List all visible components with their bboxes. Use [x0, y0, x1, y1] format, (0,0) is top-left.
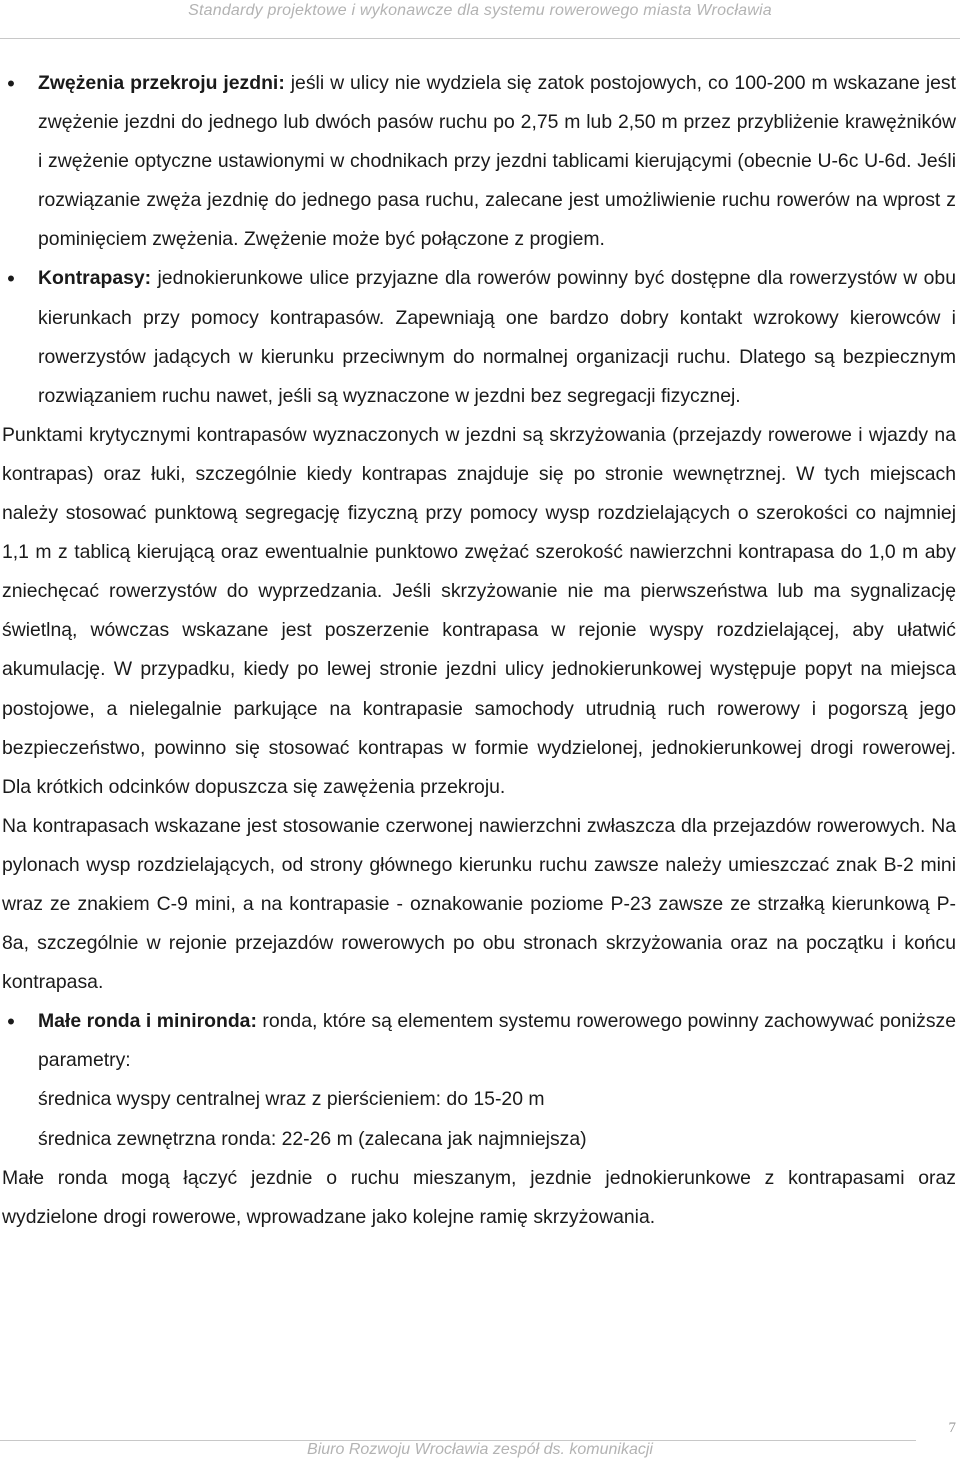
ronda-param-wyspa: średnica wyspy centralnej wraz z pierścieniem: do 15-20 m — [38, 1088, 545, 1111]
paragraph-punkty-krytyczne: Punktami krytycznymi kontrapasów wyznaczonych w jezdni są skrzyżowania (przejazdy rowerowe i wjazdy na kontrapas) oraz łuki, szczególnie kiedy kontrapas znajduje się po stronie wewnętrznej. W tych miejscach należy stosować punktową segregację fizyczną przy pomocy wysp rozdzielających o szerokości co najmniej 1,1 m z tablicą kierującą oraz ewentualnie punktowo zwężać szerokość nawierzchni kontrapasa do 1,0 m aby zniechęcać rowerzystów do wyprzedzania. Jeśli skrzyżowanie nie ma pierwszeństwa lub ma sygnalizację świetlną, wówczas wskazane jest poszerzenie kontrapasa w rejonie wyspy rozdzielającej, aby ułatwić akumulację. W przypadku, kiedy po lewej stronie jezdni ulicy jednokierunkowej występuje popyt na miejsca postojowe, a nielegalnie parkujące na kontrapasie samochody utrudnią ruch rowerowy i pogorszą jego bezpieczeństwo, powinno się stosować kontrapas w formie wydzielonej, jednokierunkowej drogi rowerowej. Dla krótkich odcinków dopuszcza się zawężenia przekroju. — [2, 423, 956, 798]
paragraph-nawierzchnia: Na kontrapasach wskazane jest stosowanie czerwonej nawierzchni zwłaszcza dla przejazdów rowerowych. Na pylonach wysp rozdzielających, od strony głównego kierunku ruchu zawsze należy umieszczać znak B-2 mini wraz ze znakiem C-9 mini, a na kontrapasie - oznakowanie poziome P-23 zawsze ze strzałką kierunkową P-8a, szczególnie w rejonie przejazdów rowerowych po obu stronach skrzyżowania oraz na początku i końcu kontrapasa. — [2, 814, 956, 994]
list-item-zwezenia — [2, 64, 956, 259]
ronda-param-srednica: średnica zewnętrzna ronda: 22-26 m (zalecana jak najmniejsza) — [38, 1127, 587, 1150]
bullet-icon: • — [7, 1009, 15, 1035]
page-number: 7 — [948, 1420, 956, 1436]
document-body — [2, 64, 956, 1237]
term-zwezenia: Zwężenia przekroju jezdni: — [38, 72, 285, 94]
term-ronda: Małe ronda i minironda: — [38, 1010, 257, 1033]
header-divider — [0, 38, 960, 39]
paragraph-male-ronda: Małe ronda mogą łączyć jezdnie o ruchu mieszanym, jezdnie jednokierunkowe z kontrapasami oraz wydzielone drogi rowerowe, wprowadzane jako kolejne ramię skrzyżowania. — [2, 1166, 956, 1228]
bullet-icon: • — [7, 266, 15, 292]
text-kontrapasy: jednokierunkowe ulice przyjazne dla rowerów powinny być dostępne dla rowerzystów w obu kierunkach przy pomocy kontrapasów. Zapewniają one bardzo dobry kontakt wzrokowy kierowców i rowerzystów jadących w kierunku przeciwnym do normalnej organizacji ruchu. Dlatego są bezpiecznym rozwiązaniem ruchu nawet, jeśli są wyznaczone w jezdni bez segregacji fizycznej. — [38, 267, 956, 407]
list-item-kontrapasy — [2, 259, 956, 415]
term-kontrapasy: Kontrapasy: — [38, 267, 152, 290]
page-header: Standardy projektowe i wykonawcze dla systemu rowerowego miasta Wrocławia — [188, 2, 772, 19]
text-ronda: ronda, które są elementem systemu rowerowego powinny zachowywać poniższe parametry: — [38, 1010, 956, 1072]
page-footer: Biuro Rozwoju Wrocławia zespół ds. komunikacji — [307, 1441, 653, 1458]
list-item-ronda — [2, 1002, 956, 1080]
text-zwezenia: jeśli w ulicy nie wydziela się zatok postojowych, co 100-200 m wskazane jest zwężenie jezdni do jednego lub dwóch pasów ruchu po 2,75 m lub 2,50 m przez przybliżenie krawężników i zwężenie optyczne ustawionymi w chodnikach przy jezdni tablicami kierującymi (obecnie U-6c U-6d. Jeśli rozwiązanie zwęża jezdnię do jednego pasa ruchu, zalecane jest umożliwienie ruchu rowerów na wprost z pominięciem zwężenia. Zwężenie może być połączone z progiem. — [38, 72, 956, 251]
bullet-icon: • — [7, 71, 15, 96]
